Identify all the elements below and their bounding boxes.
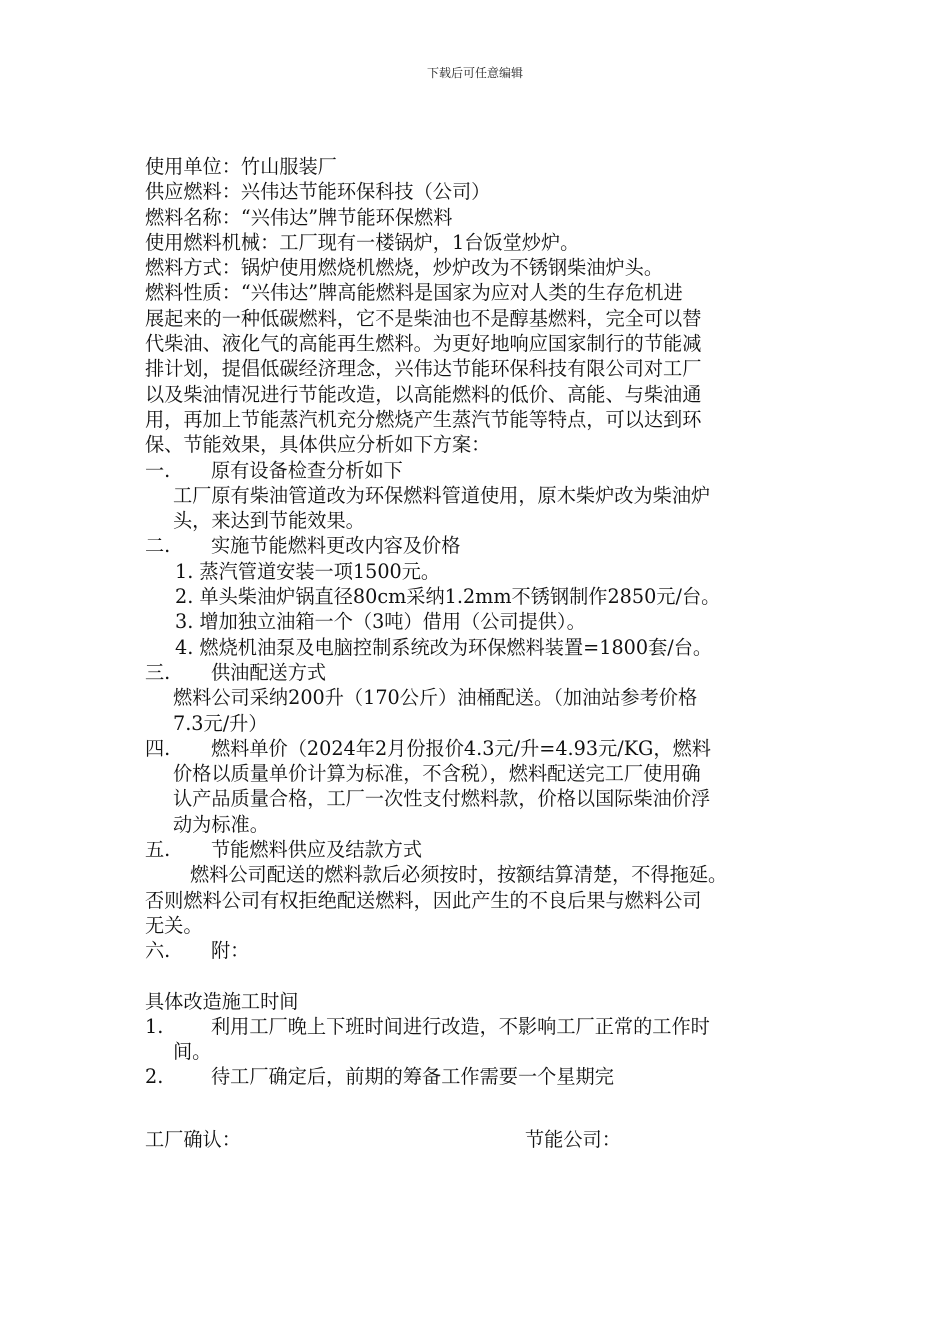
schedule-text: 利用工厂晚上下班时间进行改造，不影响工厂正常的工作时 [211,1014,710,1038]
schedule-text: 待工厂确定后，前期的筹备工作需要一个星期完 [211,1065,614,1089]
section-number: 三. [145,660,171,684]
price-item: 2. 单头柴油炉锅直径80cm采纳1.2mm不锈钢制作2850元/台。 [175,585,721,609]
section-2-heading [145,533,815,558]
schedule-number: 1. [145,1014,164,1038]
price-item: 4. 燃烧机油泵及电脑控制系统改为环保燃料装置=1800套/台。 [175,635,713,659]
section-number: 一. [145,458,171,482]
nature-line: 燃料性质：“兴伟达”牌高能燃料是国家为应对人类的生存危机进 [145,281,683,305]
section-title: 燃料单价（2024年2月份报价4.3元/升=4.93元/KG，燃料 [211,736,711,760]
section-number: 五. [145,838,171,862]
intro-fuel-name: 燃料名称：“兴伟达”牌节能环保燃料 [145,205,453,229]
section-1-heading [145,458,815,483]
blank-line [145,964,815,989]
nature-line: 代柴油、液化气的高能再生燃料。为更好地响应国家制行的节能减 [145,332,702,356]
section-title: 节能燃料供应及结款方式 [211,838,423,862]
section-4-text: 认产品质量合格，工厂一次性支付燃料款，价格以国际柴油价浮 [173,787,711,811]
schedule-item [145,1014,815,1039]
section-title: 实施节能燃料更改内容及价格 [211,534,461,558]
section-title: 附： [211,939,250,963]
price-item: 3. 增加独立油箱一个（3吨）借用（公司提供）。 [175,610,586,634]
nature-line: 排计划，提倡低碳经济理念，兴伟达节能环保科技有限公司对工厂 [145,357,702,381]
section-3-text: 7.3元/升） [173,711,268,735]
nature-line: 展起来的一种低碳燃料，它不是柴油也不是醇基燃料，完全可以替 [145,306,702,330]
price-item: 1. 蒸汽管道安装一项1500元。 [175,559,441,583]
schedule-title: 具体改造施工时间 [145,989,299,1013]
section-5-text: 否则燃料公司有权拒绝配送燃料，因此产生的不良后果与燃料公司 [145,888,702,912]
intro-unit: 使用单位：竹山服装厂 [145,155,337,178]
blank-line [145,1090,815,1115]
nature-line: 保、节能效果，具体供应分析如下方案： [145,433,491,457]
section-5-heading [145,837,815,862]
section-4-text: 动为标准。 [173,812,269,836]
nature-line: 用，再加上节能蒸汽机充分燃烧产生蒸汽节能等特点，可以达到环 [145,407,702,431]
company-confirm-label: 节能公司： [525,1127,621,1151]
intro-machinery: 使用燃料机械：工厂现有一楼锅炉，1台饭堂炒炉。 [145,230,580,254]
section-number: 四. [145,736,171,760]
schedule-text-cont: 间。 [173,1040,212,1064]
schedule-number: 2. [145,1065,164,1089]
section-4-text: 价格以质量单价计算为标准，不含税），燃料配送完工厂使用确 [173,762,701,786]
section-number: 二. [145,534,171,558]
section-1-text: 工厂原有柴油管道改为环保燃料管道使用，原木柴炉改为柴油炉 [173,483,711,507]
page-header-note: 下载后可任意编辑 [426,66,523,80]
intro-supplier: 供应燃料：兴伟达节能环保科技（公司） [145,180,491,204]
factory-confirm-label: 工厂确认： [145,1127,241,1151]
intro-method: 燃料方式：锅炉使用燃烧机燃烧，炒炉改为不锈钢柴油炉头。 [145,256,664,280]
section-5-text: 无关。 [145,913,203,937]
section-title: 供油配送方式 [211,660,327,684]
document-body [145,154,815,1152]
section-title: 原有设备检查分析如下 [211,458,403,482]
section-6-heading [145,938,815,963]
section-4-heading [145,736,815,761]
section-3-text: 燃料公司采纳200升（170公斤）油桶配送。（加油站参考价格 [173,686,698,710]
schedule-item [145,1064,815,1089]
nature-line: 以及柴油情况进行节能改造，以高能燃料的低价、高能、与柴油通 [145,382,702,406]
signature-row [145,1127,815,1152]
section-number: 六. [145,939,171,963]
section-1-text: 头，来达到节能效果。 [173,509,365,533]
section-5-text: 燃料公司配送的燃料款后必须按时，按额结算清楚，不得拖延。 [190,863,728,887]
section-3-heading [145,660,815,685]
